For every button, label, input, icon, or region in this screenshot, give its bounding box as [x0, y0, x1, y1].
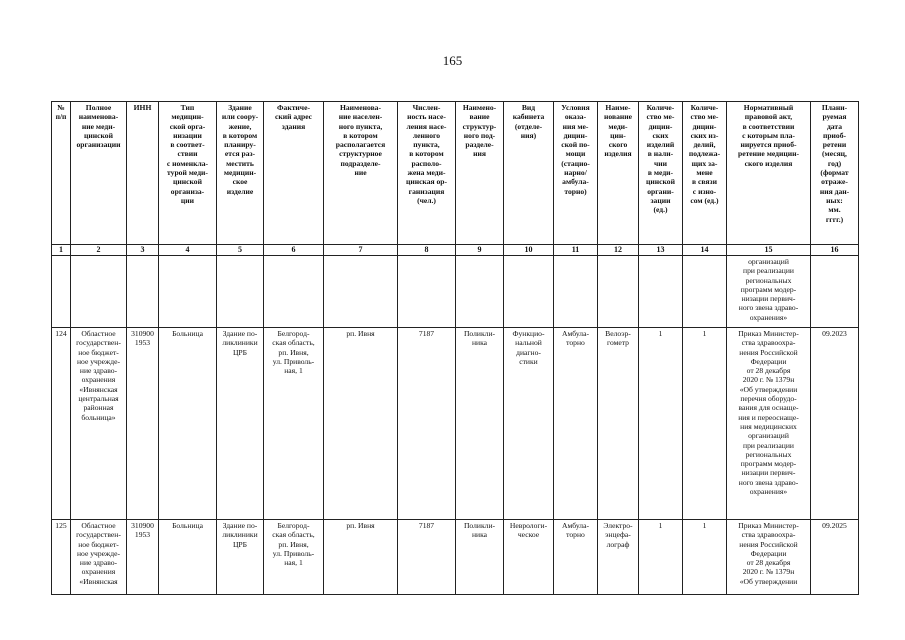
address-cell: Белгород- ская область, рп. Ивня, ул. Приволь- ная, 1: [264, 328, 324, 520]
device-cell: Велоэр- гометр: [598, 328, 639, 520]
unit-cell: Поликли- ника: [456, 520, 504, 595]
header-cell: Условия оказа- ния ме- дицин- ской по- мощи (стацио- нарно/ амбула- торно): [554, 102, 598, 245]
header-cell: Наименова- ние населен- ного пункта, в котором располагается структурное подразделе- ние: [324, 102, 398, 245]
planned-date-cell: 09.2023: [811, 328, 859, 520]
device-cell: Электро- энцефа- лограф: [598, 520, 639, 595]
column-number: 10: [504, 245, 554, 256]
header-cell: Наиме- нование меди- цин- ского изделия: [598, 102, 639, 245]
settlement-cell: рп. Ивня: [324, 328, 398, 520]
legal-act-cell: организаций при реализации региональных программ модер- низации первич- ного звена здраво- охранения»: [727, 256, 811, 328]
population-cell: 7187: [398, 328, 456, 520]
header-cell: Вид кабинета (отделе- ния): [504, 102, 554, 245]
column-number: 3: [127, 245, 159, 256]
row-number: 124: [52, 328, 71, 520]
column-number: 12: [598, 245, 639, 256]
header-cell: Количе- ство ме- дицин- ских из- делий, подлежа- щих за- мене в связи с изно- сом (ед.): [683, 102, 727, 245]
column-number: 2: [71, 245, 127, 256]
table-row: [52, 328, 859, 520]
header-cell: Числен- ность насе- ления насе- ленного пункта, в котором располо- жена меди- цинская ор- ганизация (чел.): [398, 102, 456, 245]
column-number: 7: [324, 245, 398, 256]
row-number: 125: [52, 520, 71, 595]
address-cell: Белгород- ская область, рп. Ивня, ул. Приволь- ная, 1: [264, 520, 324, 595]
qty-available-cell: 1: [639, 328, 683, 520]
legal-act-cell: Приказ Министер- ства здравоохра- нения Российской Федерации от 28 декабря 2020 г. № 1379н «Об утверждении перечня оборудо- вания для оснаще- ния и переоснаще- ния медицинских организаций при реализации региональных программ модер- низации первич- ного звена здраво- охранения»: [727, 328, 811, 520]
unit-cell: Поликли- ника: [456, 328, 504, 520]
cabinet-cell: Неврологи- ческое: [504, 520, 554, 595]
header-cell: Количе- ство ме- дицин- ских изделий в нали- чии в меди- цинской органи- зации (ед.): [639, 102, 683, 245]
org-name-cell: Областное государствен- ное бюджет- ное учрежде- ние здраво- охранения «Ивнянская центральная районная больница»: [71, 328, 127, 520]
qty-replace-cell: 1: [683, 328, 727, 520]
column-number: 5: [217, 245, 264, 256]
population-cell: 7187: [398, 520, 456, 595]
header-cell: Плани- руемая дата приоб- ретени (месяц, год) (формат отраже- ния дан- ных: мм. гггг.): [811, 102, 859, 245]
conditions-cell: Амбула- торно: [554, 328, 598, 520]
building-cell: Здание по- ликлиники ЦРБ: [217, 520, 264, 595]
column-number: 8: [398, 245, 456, 256]
cabinet-cell: Функцио- нальной диагно- стики: [504, 328, 554, 520]
planned-date-cell: 09.2025: [811, 520, 859, 595]
column-number: 15: [727, 245, 811, 256]
header-cell: Полное наименова- ние меди- цинской организации: [71, 102, 127, 245]
column-number: 6: [264, 245, 324, 256]
qty-replace-cell: 1: [683, 520, 727, 595]
header-cell: Здание или соору- жение, в котором планиру- ется раз- местить медицин- ское изделие: [217, 102, 264, 245]
inn-cell: 310900 1953: [127, 520, 159, 595]
org-name-cell: Областное государствен- ное бюджет- ное учрежде- ние здраво- охранения «Ивнянская: [71, 520, 127, 595]
header-cell: ИНН: [127, 102, 159, 245]
inn-cell: 310900 1953: [127, 328, 159, 520]
column-number-row: [52, 245, 859, 256]
qty-available-cell: 1: [639, 520, 683, 595]
conditions-cell: Амбула- торно: [554, 520, 598, 595]
column-number: 16: [811, 245, 859, 256]
building-cell: Здание по- ликлиники ЦРБ: [217, 328, 264, 520]
table-row: [52, 520, 859, 595]
equipment-table: [51, 101, 859, 595]
org-type-cell: Больница: [159, 328, 217, 520]
column-number: 13: [639, 245, 683, 256]
page-number: 165: [442, 53, 463, 68]
header-cell: Фактиче- ский адрес здания: [264, 102, 324, 245]
column-number: 14: [683, 245, 727, 256]
settlement-cell: рп. Ивня: [324, 520, 398, 595]
column-number: 9: [456, 245, 504, 256]
header-cell: Наимено- вание структур- ного под- разделе- ния: [456, 102, 504, 245]
header-cell: Тип медицин- ской орга- низации в соответ- ствии с номенкла- турой меди- цинской организа- ции: [159, 102, 217, 245]
column-number: 4: [159, 245, 217, 256]
org-type-cell: Больница: [159, 520, 217, 595]
column-number: 1: [52, 245, 71, 256]
header-cell: № п/п: [52, 102, 71, 245]
header-row: [52, 102, 859, 245]
continuation-row: [52, 256, 859, 328]
header-cell: Нормативный правовой акт, в соответствии с которым пла- нируется приоб- ретение медицин- ского изделия: [727, 102, 811, 245]
legal-act-cell: Приказ Министер- ства здравоохра- нения Российской Федерации от 28 декабря 2020 г. № 1379н «Об утверждении: [727, 520, 811, 595]
column-number: 11: [554, 245, 598, 256]
